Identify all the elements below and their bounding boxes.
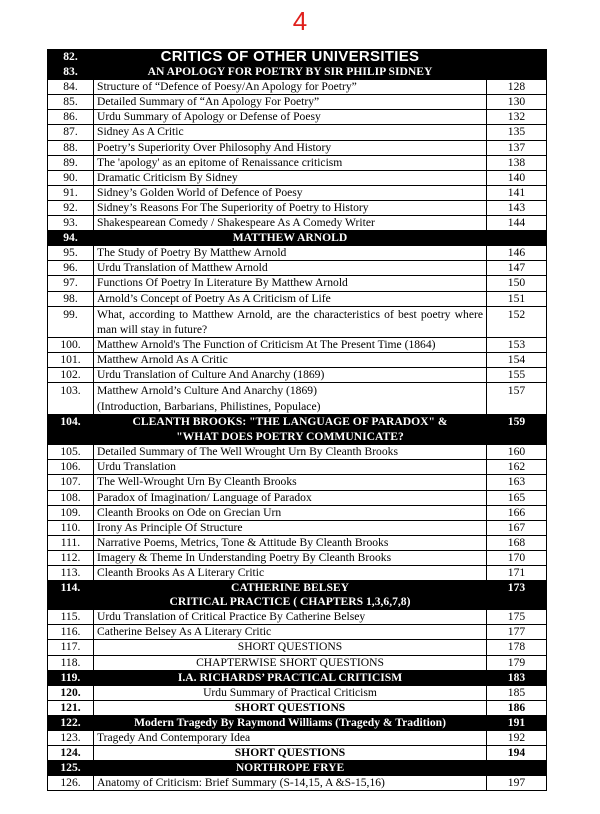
entry-number: 99. xyxy=(48,306,94,338)
entry-title: Catherine Belsey As A Literary Critic xyxy=(94,625,487,640)
entry-page: 140 xyxy=(487,170,547,185)
entry-title: MATTHEW ARNOLD xyxy=(94,231,487,246)
entry-number: 120. xyxy=(48,685,94,700)
toc-row xyxy=(48,368,547,383)
entry-number: 87. xyxy=(48,125,94,140)
entry-page: 170 xyxy=(487,550,547,565)
entry-title: Narrative Poems, Metrics, Tone & Attitude By Cleanth Brooks xyxy=(94,535,487,550)
entry-title: NORTHROPE FRYE xyxy=(94,761,487,776)
section-header-row xyxy=(48,581,547,610)
entry-page: 157 xyxy=(487,383,547,415)
entry-number: 102. xyxy=(48,368,94,383)
entry-title: Urdu Translation of Critical Practice By Catherine Belsey xyxy=(94,610,487,625)
entry-title: Urdu Translation of Matthew Arnold xyxy=(94,261,487,276)
entry-number: 90. xyxy=(48,170,94,185)
toc-row xyxy=(48,475,547,490)
entry-page: 130 xyxy=(487,95,547,110)
entry-page: 147 xyxy=(487,261,547,276)
entry-number: 126. xyxy=(48,776,94,791)
entry-title xyxy=(94,581,487,610)
entry-page xyxy=(487,231,547,246)
entry-number: 109. xyxy=(48,505,94,520)
toc-row xyxy=(48,610,547,625)
entry-title: Sidney As A Critic xyxy=(94,125,487,140)
section-header-row xyxy=(48,231,547,246)
entry-title: Shakespearean Comedy / Shakespeare As A Comedy Writer xyxy=(94,216,487,231)
entry-title: Detailed Summary of The Well Wrought Urn By Cleanth Brooks xyxy=(94,445,487,460)
entry-title-line: CRITICAL PRACTICE ( CHAPTERS 1,3,6,7,8) xyxy=(169,595,411,609)
entry-number: 124. xyxy=(48,746,94,761)
entry-number: 119. xyxy=(48,670,94,685)
toc-row xyxy=(48,445,547,460)
entry-number: 111. xyxy=(48,535,94,550)
section-header-row xyxy=(48,65,547,80)
entry-title: SHORT QUESTIONS xyxy=(94,746,487,761)
toc-row xyxy=(48,95,547,110)
entry-title: CHAPTERWISE SHORT QUESTIONS xyxy=(94,655,487,670)
entry-title: The Study of Poetry By Matthew Arnold xyxy=(94,246,487,261)
entry-page: 152 xyxy=(487,306,547,338)
section-header-row xyxy=(48,50,547,65)
entry-title: Structure of “Defence of Poesy/An Apology for Poetry” xyxy=(94,80,487,95)
toc-row xyxy=(48,155,547,170)
entry-page: 165 xyxy=(487,490,547,505)
entry-title: AN APOLOGY FOR POETRY BY SIR PHILIP SIDNEY xyxy=(94,65,487,80)
toc-row xyxy=(48,640,547,655)
entry-number: 89. xyxy=(48,155,94,170)
toc-row xyxy=(48,520,547,535)
entry-number: 84. xyxy=(48,80,94,95)
entry-title: I.A. RICHARDS’ PRACTICAL CRITICISM xyxy=(94,670,487,685)
entry-number: 101. xyxy=(48,353,94,368)
entry-page: 143 xyxy=(487,200,547,215)
entry-page: 151 xyxy=(487,291,547,306)
entry-title: Modern Tragedy By Raymond Williams (Tragedy & Tradition) xyxy=(94,715,487,730)
entry-number: 115. xyxy=(48,610,94,625)
entry-page: 171 xyxy=(487,566,547,581)
toc-row xyxy=(48,246,547,261)
entry-title: Matthew Arnold As A Critic xyxy=(94,353,487,368)
entry-page: 179 xyxy=(487,655,547,670)
entry-page: 177 xyxy=(487,625,547,640)
entry-page: 185 xyxy=(487,685,547,700)
entry-number: 97. xyxy=(48,276,94,291)
section-header-row xyxy=(48,670,547,685)
entry-title: Urdu Summary of Practical Criticism xyxy=(94,685,487,700)
page-number: 4 xyxy=(292,6,308,36)
entry-title: The 'apology' as an epitome of Renaissance criticism xyxy=(94,155,487,170)
toc-row xyxy=(48,125,547,140)
entry-number: 121. xyxy=(48,700,94,715)
entry-page: 175 xyxy=(487,610,547,625)
toc-row xyxy=(48,338,547,353)
toc-row xyxy=(48,291,547,306)
toc-row xyxy=(48,625,547,640)
toc-row xyxy=(48,185,547,200)
entry-number: 117. xyxy=(48,640,94,655)
entry-page: 150 xyxy=(487,276,547,291)
entry-page: 138 xyxy=(487,155,547,170)
entry-page: 144 xyxy=(487,216,547,231)
entry-title: Cleanth Brooks on Ode on Grecian Urn xyxy=(94,505,487,520)
entry-title: Functions Of Poetry In Literature By Matthew Arnold xyxy=(94,276,487,291)
toc-row xyxy=(48,200,547,215)
entry-number: 86. xyxy=(48,110,94,125)
entry-title-line: CLEANTH BROOKS: "THE LANGUAGE OF PARADOX" & xyxy=(132,415,448,429)
toc-body xyxy=(48,50,547,791)
entry-number: 106. xyxy=(48,460,94,475)
entry-page: 166 xyxy=(487,505,547,520)
entry-title: Urdu Translation xyxy=(94,460,487,475)
entry-title-line: CATHERINE BELSEY xyxy=(230,581,349,595)
entry-number: 92. xyxy=(48,200,94,215)
entry-number: 118. xyxy=(48,655,94,670)
entry-page: 159 xyxy=(487,415,547,445)
entry-number: 91. xyxy=(48,185,94,200)
entry-number: 83. xyxy=(48,65,94,80)
toc-row xyxy=(48,505,547,520)
entry-number: 113. xyxy=(48,566,94,581)
entry-page xyxy=(487,761,547,776)
entry-title xyxy=(94,383,487,415)
entry-page: 162 xyxy=(487,460,547,475)
entry-title: SHORT QUESTIONS xyxy=(94,700,487,715)
entry-page: 194 xyxy=(487,746,547,761)
entry-page: 155 xyxy=(487,368,547,383)
entry-title: Irony As Principle Of Structure xyxy=(94,520,487,535)
entry-title: CRITICS OF OTHER UNIVERSITIES xyxy=(94,50,487,65)
section-header-row xyxy=(48,715,547,730)
toc-row xyxy=(48,655,547,670)
toc-row xyxy=(48,261,547,276)
entry-number: 100. xyxy=(48,338,94,353)
entry-title: Urdu Summary of Apology or Defense of Poesy xyxy=(94,110,487,125)
toc-row xyxy=(48,306,547,338)
toc-row xyxy=(48,731,547,746)
entry-title-line: "WHAT DOES POETRY COMMUNICATE? xyxy=(176,429,404,443)
entry-title: The Well-Wrought Urn By Cleanth Brooks xyxy=(94,475,487,490)
toc-row xyxy=(48,80,547,95)
section-header-row xyxy=(48,761,547,776)
entry-page: 178 xyxy=(487,640,547,655)
entry-number: 112. xyxy=(48,550,94,565)
entry-page: 141 xyxy=(487,185,547,200)
entry-number: 116. xyxy=(48,625,94,640)
entry-title xyxy=(94,415,487,445)
entry-page: 137 xyxy=(487,140,547,155)
entry-number: 85. xyxy=(48,95,94,110)
entry-number: 114. xyxy=(48,581,94,610)
entry-page: 128 xyxy=(487,80,547,95)
entry-page: 160 xyxy=(487,445,547,460)
entry-page: 191 xyxy=(487,715,547,730)
entry-number: 94. xyxy=(48,231,94,246)
entry-title: Dramatic Criticism By Sidney xyxy=(94,170,487,185)
entry-title: Paradox of Imagination/ Language of Paradox xyxy=(94,490,487,505)
entry-number: 88. xyxy=(48,140,94,155)
entry-title: Anatomy of Criticism: Brief Summary (S-14,15, A &S-15,16) xyxy=(94,776,487,791)
entry-page: 153 xyxy=(487,338,547,353)
entry-number: 122. xyxy=(48,715,94,730)
toc-row xyxy=(48,490,547,505)
entry-page: 163 xyxy=(487,475,547,490)
entry-page: 167 xyxy=(487,520,547,535)
entry-number: 103. xyxy=(48,383,94,415)
entry-page: 154 xyxy=(487,353,547,368)
toc-row xyxy=(48,383,547,415)
entry-page: 192 xyxy=(487,731,547,746)
toc-row xyxy=(48,353,547,368)
entry-number: 108. xyxy=(48,490,94,505)
entry-title: Imagery & Theme In Understanding Poetry By Cleanth Brooks xyxy=(94,550,487,565)
entry-page: 135 xyxy=(487,125,547,140)
entry-page: 197 xyxy=(487,776,547,791)
toc-row xyxy=(48,566,547,581)
entry-page: 168 xyxy=(487,535,547,550)
entry-page: 173 xyxy=(487,581,547,610)
entry-page: 146 xyxy=(487,246,547,261)
entry-title: Cleanth Brooks As A Literary Critic xyxy=(94,566,487,581)
entry-number: 123. xyxy=(48,731,94,746)
entry-title: What, according to Matthew Arnold, are the characteristics of best poetry where man will stay in future? xyxy=(94,306,487,338)
entry-number: 82. xyxy=(48,50,94,65)
entry-page xyxy=(487,65,547,80)
entry-number: 104. xyxy=(48,415,94,445)
toc-row xyxy=(48,746,547,761)
toc-row xyxy=(48,460,547,475)
toc-row xyxy=(48,776,547,791)
entry-number: 107. xyxy=(48,475,94,490)
entry-number: 110. xyxy=(48,520,94,535)
entry-page: 186 xyxy=(487,700,547,715)
entry-number: 96. xyxy=(48,261,94,276)
entry-title: Urdu Translation of Culture And Anarchy (1869) xyxy=(94,368,487,383)
entry-number: 95. xyxy=(48,246,94,261)
section-header-row xyxy=(48,415,547,445)
entry-title-line: Matthew Arnold’s Culture And Anarchy (1869) xyxy=(97,384,317,398)
table-of-contents xyxy=(47,49,547,791)
entry-title: Matthew Arnold's The Function of Criticism At The Present Time (1864) xyxy=(94,338,487,353)
toc-row xyxy=(48,216,547,231)
entry-title: Detailed Summary of “An Apology For Poetry” xyxy=(94,95,487,110)
entry-title: SHORT QUESTIONS xyxy=(94,640,487,655)
entry-page xyxy=(487,50,547,65)
entry-page: 132 xyxy=(487,110,547,125)
toc-row xyxy=(48,170,547,185)
entry-title: Sidney’s Golden World of Defence of Poesy xyxy=(94,185,487,200)
entry-title: Arnold’s Concept of Poetry As A Criticism of Life xyxy=(94,291,487,306)
toc-row xyxy=(48,110,547,125)
entry-title-line: (Introduction, Barbarians, Philistines, Populace) xyxy=(97,399,321,413)
toc-row xyxy=(48,140,547,155)
toc-row xyxy=(48,535,547,550)
entry-title: Tragedy And Contemporary Idea xyxy=(94,731,487,746)
entry-number: 125. xyxy=(48,761,94,776)
toc-row xyxy=(48,700,547,715)
toc-row xyxy=(48,276,547,291)
toc-row xyxy=(48,685,547,700)
entry-title: Poetry’s Superiority Over Philosophy And History xyxy=(94,140,487,155)
entry-number: 93. xyxy=(48,216,94,231)
entry-page: 183 xyxy=(487,670,547,685)
entry-title: Sidney’s Reasons For The Superiority of Poetry to History xyxy=(94,200,487,215)
entry-number: 105. xyxy=(48,445,94,460)
toc-row xyxy=(48,550,547,565)
entry-number: 98. xyxy=(48,291,94,306)
